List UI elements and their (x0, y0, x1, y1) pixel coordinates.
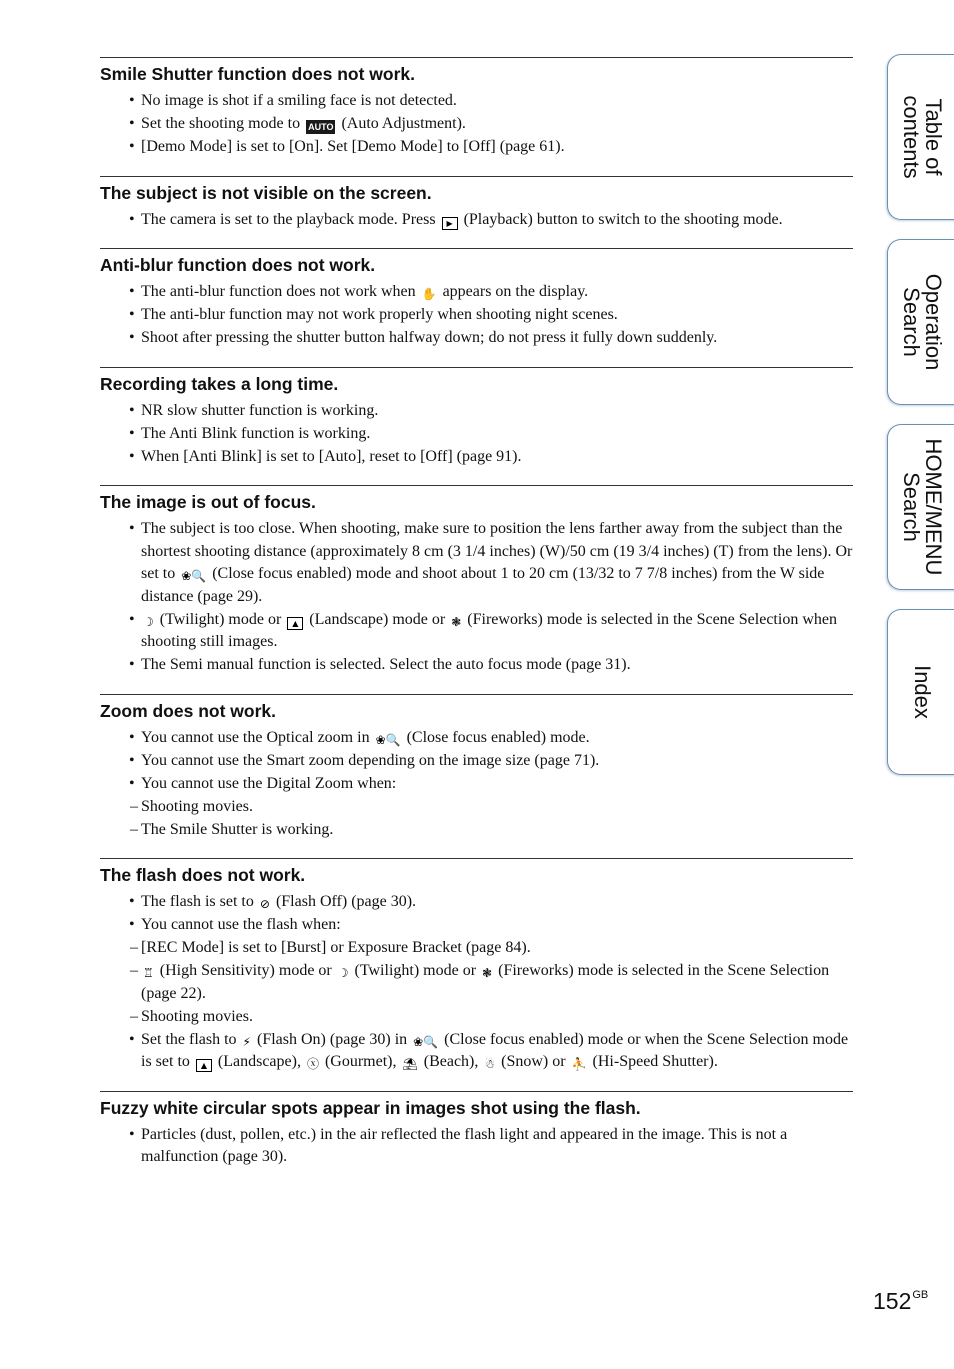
item-text: (Snow) or (501, 1053, 566, 1070)
item-text: The subject is too close. When shooting, make sure to position the lens farther away from the subject than the shortest shooting distance (approximately 8 cm (3 1/4 inches) (W)/50 cm (19 3/4 inches) (T) from the lens). Or set to (141, 520, 853, 582)
section-out-of-focus (100, 485, 853, 677)
item-text: (Auto Adjustment). (341, 115, 466, 132)
item-text: You cannot use the Optical zoom in (141, 728, 370, 746)
item-text: (High Sensitivity) mode or (159, 962, 332, 979)
landscape-icon: ▲ (196, 1059, 212, 1072)
item-text: You cannot use the Digital Zoom when: (141, 774, 397, 792)
list-item (141, 914, 853, 937)
item-text: The Semi manual function is selected. Select the auto focus mode (page 31). (141, 656, 631, 673)
item-text: (Gourmet), (324, 1053, 397, 1070)
list-item (141, 136, 853, 159)
tab-table-of-contents[interactable] (887, 54, 954, 220)
item-text: (Playback) button to switch to the shooting mode. (463, 210, 783, 228)
list-item (141, 654, 853, 677)
section-subject-not-visible (100, 176, 853, 232)
list-item (141, 209, 853, 232)
flash-on-icon: ⚡ (242, 1034, 251, 1049)
sub-item (130, 819, 853, 842)
item-text: You cannot use the flash when: (141, 916, 341, 933)
section-zoom (100, 694, 853, 842)
item-text: (Fireworks) mode is selected in the Scene Selection when shooting still images. (141, 610, 837, 650)
item-text: The flash is set to (141, 893, 254, 910)
item-text: (Twilight) mode or (354, 962, 477, 979)
close-focus-icon: ❀🔍 (413, 1034, 439, 1049)
list-item (141, 423, 853, 446)
item-text: The Smile Shutter is working. (141, 820, 334, 838)
item-text: The camera is set to the playback mode. Press (141, 210, 436, 228)
snow-icon: ☃ (484, 1057, 496, 1071)
item-text: Shoot after pressing the shutter button halfway down; do not press it fully down suddenly. (141, 329, 718, 346)
tab-label: HOME/MENU Search (899, 438, 946, 576)
item-text: (Close focus enabled) mode or when the Scene Selection mode is set to (141, 1030, 849, 1070)
close-focus-icon: ❀🔍 (181, 569, 207, 583)
troubleshooting-content (100, 57, 853, 1186)
list-item (141, 518, 853, 608)
item-text: (Flash Off) (page 30). (275, 893, 417, 910)
section-title: Anti-blur function does not work. (100, 255, 376, 275)
list-item (141, 1029, 853, 1074)
section-title: Fuzzy white circular spots appear in images shot using the flash. (100, 1097, 641, 1118)
tab-index[interactable] (887, 609, 954, 775)
landscape-icon: ▲ (287, 617, 303, 630)
bullet-list (100, 1124, 853, 1169)
list-item (141, 113, 853, 136)
close-focus-icon: ❀🔍 (375, 732, 401, 747)
twilight-icon: ☽ (337, 966, 349, 980)
hi-speed-shutter-icon: ⛹ (571, 1057, 587, 1071)
bullet-list (100, 209, 853, 232)
item-text: Set the flash to (141, 1030, 237, 1048)
tab-label: Operation Search (899, 273, 946, 371)
section-title: Recording takes a long time. (100, 373, 339, 394)
list-item (141, 90, 853, 113)
beach-icon: ⛱ (402, 1057, 418, 1071)
item-text: (Close focus enabled) mode and shoot about 1 to 20 cm (13/32 to 7 7/8 inches) from the W side distance (page 29). (141, 565, 825, 605)
list-item (141, 750, 853, 773)
item-text: When [Anti Blink] is set to [Auto], reset to [Off] (page 91). (141, 447, 522, 465)
list-item (141, 773, 853, 796)
item-text: Set the shooting mode to (141, 115, 301, 132)
item-text: appears on the display. (442, 283, 589, 300)
item-text: Particles (dust, pollen, etc.) in the air reflected the flash light and appeared in the image. This is not a malfunction (page 30). (141, 1125, 788, 1165)
gourmet-icon: ⓧ (306, 1057, 319, 1071)
bullet-list (100, 90, 853, 159)
bullet-list (100, 727, 853, 842)
section-title: The flash does not work. (100, 865, 306, 885)
sub-item (130, 960, 853, 1005)
item-text: The Anti Blink function is working. (141, 424, 371, 442)
bullet-list (100, 281, 853, 350)
bullet-list (100, 891, 853, 1074)
page-number (873, 1288, 928, 1315)
list-item (141, 727, 853, 750)
list-item (141, 304, 853, 327)
sub-item (130, 796, 853, 819)
section-title: The subject is not visible on the screen. (100, 182, 432, 203)
item-text: (Beach), (423, 1053, 479, 1070)
flash-off-icon: ⊘ (259, 897, 270, 911)
section-title: The image is out of focus. (100, 492, 316, 512)
list-item (141, 400, 853, 423)
item-text: Shooting movies. (141, 797, 254, 815)
section-smile-shutter (100, 57, 853, 159)
auto-mode-icon: AUTO (308, 122, 334, 132)
item-text: Shooting movies. (141, 1007, 254, 1025)
sub-item (130, 937, 853, 960)
item-text: (Flash On) (page 30) in (256, 1030, 408, 1048)
item-text: (Twilight) mode or (159, 610, 282, 628)
tab-home-menu-search[interactable] (887, 424, 954, 590)
list-item (141, 609, 853, 654)
item-text: [Demo Mode] is set to [On]. Set [Demo Mode] to [Off] (page 61). (141, 138, 565, 155)
list-item (141, 446, 853, 469)
playback-icon: ▶ (442, 217, 458, 230)
item-text: No image is shot if a smiling face is not detected. (141, 92, 457, 109)
section-flash (100, 858, 853, 1074)
item-text: (Hi-Speed Shutter). (592, 1053, 718, 1070)
tab-label: Index (910, 665, 935, 719)
list-item (141, 891, 853, 914)
item-text: (Close focus enabled) mode. (406, 728, 590, 746)
fireworks-icon: ❃ (482, 966, 493, 980)
page-number-value: 152 (873, 1288, 912, 1314)
bullet-list (100, 518, 853, 677)
section-recording-long (100, 367, 853, 469)
anti-blur-off-icon: ✋ (421, 287, 437, 301)
section-title: Smile Shutter function does not work. (100, 64, 416, 84)
item-text: (Fireworks) mode is selected in the Scene Selection (page 22). (141, 962, 830, 1002)
section-title: Zoom does not work. (100, 700, 276, 721)
list-item (141, 281, 853, 304)
item-text: NR slow shutter function is working. (141, 401, 379, 419)
section-fuzzy-spots (100, 1091, 853, 1169)
item-text: You cannot use the Smart zoom depending on the image size (page 71). (141, 751, 600, 769)
item-text: (Landscape), (217, 1053, 301, 1070)
item-text: The anti-blur function does not work when (141, 283, 416, 300)
tab-label: Table of contents (899, 95, 946, 179)
item-text: (Landscape) mode or (309, 610, 446, 628)
high-sensitivity-icon: ♖ (143, 966, 154, 980)
tab-operation-search[interactable] (887, 239, 954, 405)
page-number-suffix: GB (912, 1289, 929, 1301)
item-text: The anti-blur function may not work properly when shooting night scenes. (141, 306, 618, 323)
twilight-icon: ☽ (143, 614, 154, 629)
item-text: [REC Mode] is set to [Burst] or Exposure Bracket (page 84). (141, 939, 531, 956)
list-item (141, 1124, 853, 1169)
bullet-list (100, 400, 853, 469)
fireworks-icon: ❃ (451, 614, 462, 629)
sub-item (130, 1006, 853, 1029)
section-anti-blur (100, 248, 853, 350)
list-item (141, 327, 853, 350)
